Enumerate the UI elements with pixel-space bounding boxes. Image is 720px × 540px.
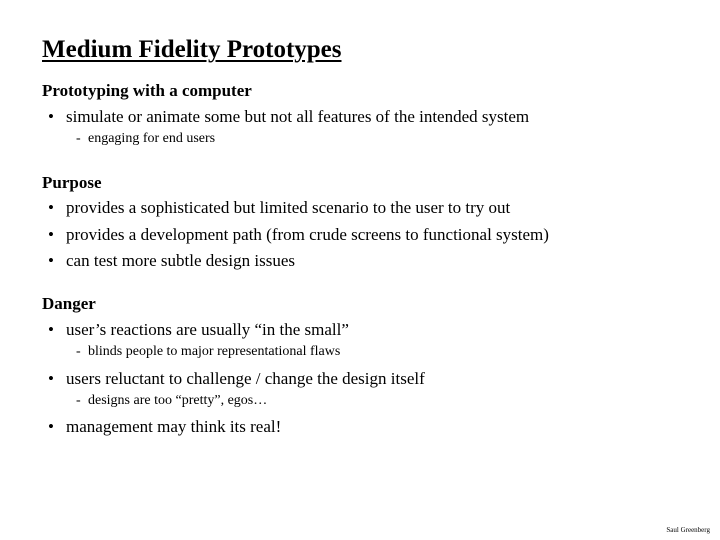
section-heading-danger: Danger bbox=[42, 294, 96, 313]
bullet-marker: • bbox=[48, 198, 54, 217]
bullet-item bbox=[48, 370, 425, 387]
section-heading-prototyping: Prototyping with a computer bbox=[42, 81, 252, 100]
dash-marker: - bbox=[76, 131, 81, 146]
bullet-item bbox=[48, 321, 349, 338]
bullet-marker: • bbox=[48, 107, 54, 126]
bullet-item bbox=[48, 108, 529, 125]
bullet-item bbox=[48, 226, 549, 243]
sub-bullet-text: designs are too “pretty”, egos… bbox=[88, 393, 268, 408]
bullet-text: simulate or animate some but not all features of the intended system bbox=[66, 107, 530, 126]
bullet-text: provides a sophisticated but limited scenario to the user to try out bbox=[66, 198, 511, 217]
dash-marker: - bbox=[76, 344, 81, 359]
bullet-text: user’s reactions are usually “in the small” bbox=[66, 320, 349, 339]
author-credit: Saul Greenberg bbox=[666, 526, 710, 534]
sub-bullet-item bbox=[76, 394, 267, 408]
bullet-marker: • bbox=[48, 369, 54, 388]
dash-marker: - bbox=[76, 393, 81, 408]
bullet-item bbox=[48, 252, 295, 269]
sub-bullet-item bbox=[76, 132, 215, 146]
bullet-marker: • bbox=[48, 320, 54, 339]
sub-bullet-item bbox=[76, 345, 340, 359]
section-heading-purpose: Purpose bbox=[42, 173, 102, 192]
bullet-item bbox=[48, 418, 281, 435]
bullet-text: users reluctant to challenge / change the design itself bbox=[66, 369, 425, 388]
bullet-marker: • bbox=[48, 417, 54, 436]
bullet-text: can test more subtle design issues bbox=[66, 251, 295, 270]
bullet-marker: • bbox=[48, 225, 54, 244]
sub-bullet-text: engaging for end users bbox=[88, 131, 216, 146]
sub-bullet-text: blinds people to major representational flaws bbox=[88, 344, 341, 359]
slide-title: Medium Fidelity Prototypes bbox=[42, 36, 342, 63]
bullet-marker: • bbox=[48, 251, 54, 270]
bullet-item bbox=[48, 199, 510, 216]
bullet-text: management may think its real! bbox=[66, 417, 282, 436]
bullet-text: provides a development path (from crude screens to functional system) bbox=[66, 225, 549, 244]
